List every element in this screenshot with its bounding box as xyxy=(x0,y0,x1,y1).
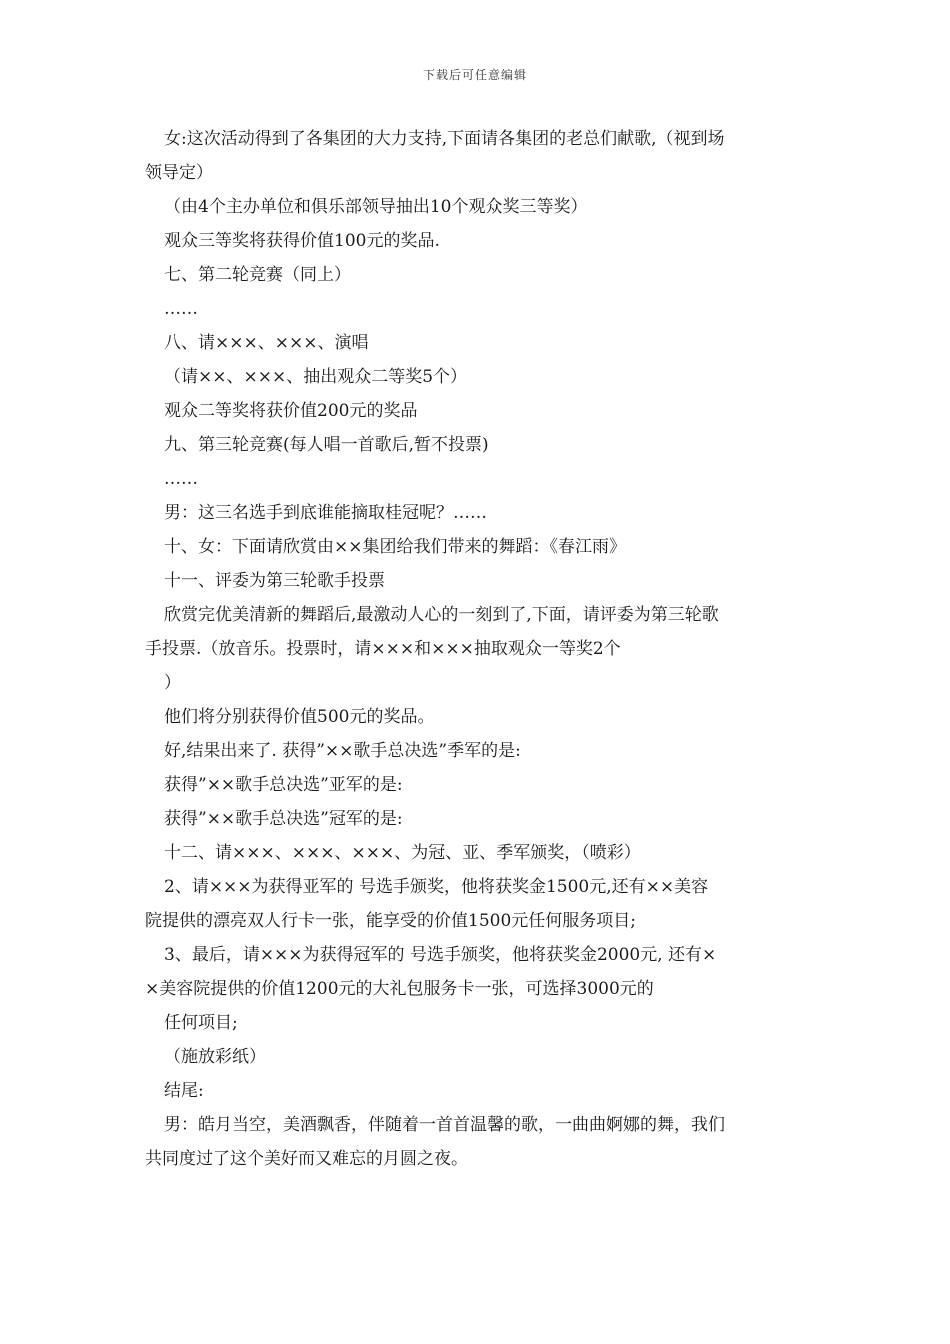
text-line: 手投票.（放音乐。投票时，请×××和×××抽取观众一等奖2个 xyxy=(145,639,621,659)
text-line: 观众二等奖将获价值200元的奖品 xyxy=(164,401,418,421)
text-line: 好,结果出来了. 获得”××歌手总决选”季军的是: xyxy=(164,741,521,761)
text-line: 女:这次活动得到了各集团的大力支持,下面请各集团的老总们献歌,（视到场 xyxy=(164,129,725,149)
text-line: 共同度过了这个美好而又难忘的月圆之夜。 xyxy=(145,1149,468,1169)
text-line: …… xyxy=(164,469,198,489)
text-line: 七、第二轮竞赛（同上） xyxy=(164,265,351,285)
text-line: 院提供的漂亮双人行卡一张，能享受的价值1500元任何服务项目; xyxy=(145,911,636,931)
text-line: 九、第三轮竞赛(每人唱一首歌后,暂不投票) xyxy=(164,435,489,455)
page-header: 下载后可任意编辑 xyxy=(422,68,527,82)
text-line: （施放彩纸） xyxy=(164,1047,266,1067)
text-line: 他们将分别获得价值500元的奖品。 xyxy=(164,707,435,727)
text-line: 2、请×××为获得亚军的 号选手颁奖，他将获奖金1500元,还有××美容 xyxy=(164,877,709,897)
text-line: （请××、×××、抽出观众二等奖5个） xyxy=(164,367,468,387)
text-line: 获得”××歌手总决选”亚军的是: xyxy=(164,775,403,795)
text-line: 领导定） xyxy=(145,163,213,183)
text-line: ） xyxy=(164,673,181,693)
text-line: …… xyxy=(164,299,198,319)
text-line: 十二、请×××、×××、×××、为冠、亚、季军颁奖，（喷彩） xyxy=(164,843,641,863)
text-line: 欣赏完优美清新的舞蹈后,最激动人心的一刻到了,下面，请评委为第三轮歌 xyxy=(164,605,719,625)
text-line: 男：皓月当空，美酒飘香，伴随着一首首温馨的歌，一曲曲婀娜的舞，我们 xyxy=(164,1115,725,1135)
text-line: 十一、评委为第三轮歌手投票 xyxy=(164,571,385,591)
text-line: 结尾: xyxy=(164,1081,204,1101)
text-line: 3、最后，请×××为获得冠军的 号选手颁奖，他将获奖金2000元, 还有× xyxy=(164,945,717,965)
text-line: 观众三等奖将获得价值100元的奖品. xyxy=(164,231,440,251)
text-line: 任何项目; xyxy=(164,1013,238,1033)
text-line: 男：这三名选手到底谁能摘取桂冠呢？…… xyxy=(164,503,487,523)
document-body xyxy=(145,122,815,1176)
text-line: （由4个主办单位和俱乐部领导抽出10个观众奖三等奖） xyxy=(164,197,588,217)
text-line: ×美容院提供的价值1200元的大礼包服务卡一张，可选择3000元的 xyxy=(145,979,654,999)
text-line: 获得”××歌手总决选”冠军的是: xyxy=(164,809,403,829)
text-line: 八、请×××、×××、演唱 xyxy=(164,333,369,353)
text-line: 十、女：下面请欣赏由××集团给我们带来的舞蹈：《春江雨》 xyxy=(164,537,626,557)
